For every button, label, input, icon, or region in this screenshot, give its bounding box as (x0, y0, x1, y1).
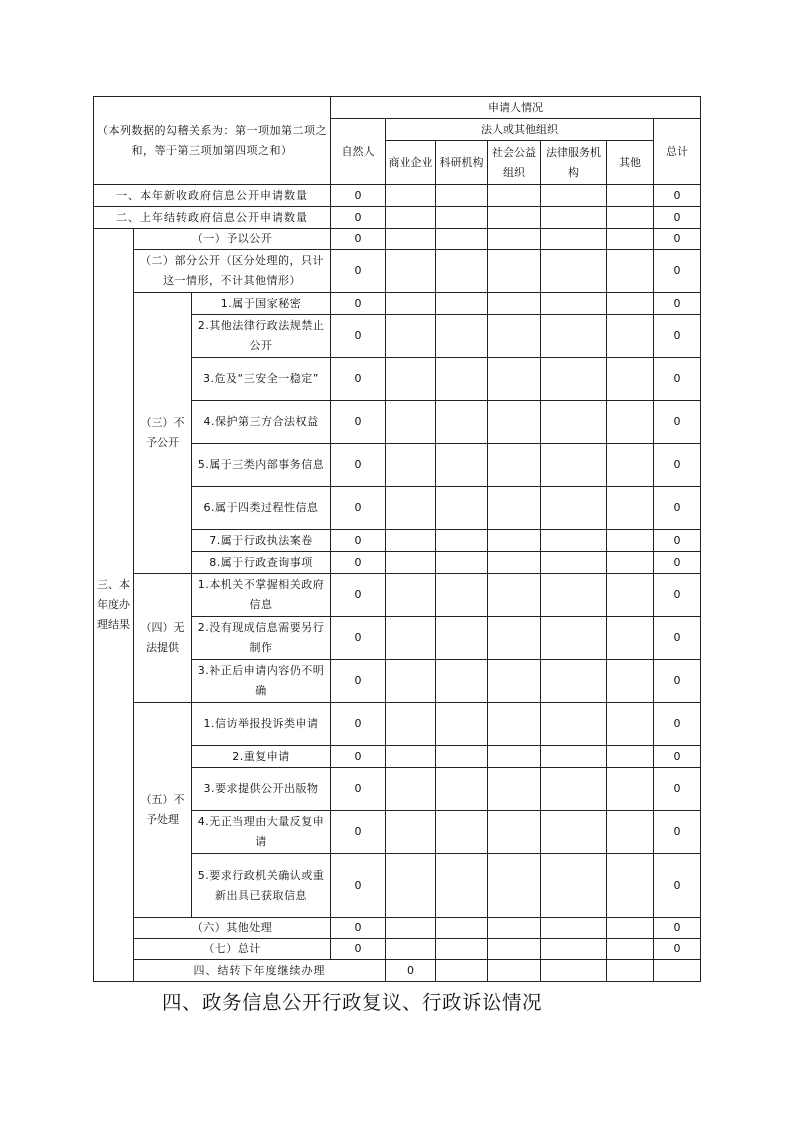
natural-value: 0 (331, 487, 386, 530)
total-value: 0 (654, 854, 701, 918)
total-value: 0 (654, 315, 701, 358)
table-row (94, 250, 701, 293)
row-label: 7.属于行政执法案卷 (192, 530, 331, 552)
natural-value: 0 (331, 358, 386, 401)
total-value: 0 (654, 918, 701, 939)
total-value: 0 (654, 401, 701, 444)
natural-value: 0 (331, 185, 386, 207)
natural-value: 0 (331, 552, 386, 574)
row-label: 一、本年新收政府信息公开申请数量 (94, 185, 331, 207)
table-row (94, 939, 701, 960)
total-value: 0 (654, 358, 701, 401)
row-label: 二、上年结转政府信息公开申请数量 (94, 207, 331, 229)
row-label: 1.本机关不掌握相关政府信息 (192, 574, 331, 617)
total-value: 0 (654, 207, 701, 229)
row-label: （一）予以公开 (134, 229, 331, 250)
row-label: 6.属于四类过程性信息 (192, 487, 331, 530)
natural-value: 0 (331, 530, 386, 552)
row-label: 8.属于行政查询事项 (192, 552, 331, 574)
row-label: 四、结转下年度继续办理 (134, 960, 386, 982)
research-header: 科研机构 (436, 141, 488, 185)
row-label: 2.其他法律行政法规禁止公开 (192, 315, 331, 358)
natural-value: 0 (331, 574, 386, 617)
section-heading: 四、政务信息公开行政复议、行政诉讼情况 (162, 991, 543, 1014)
row-label: 5.要求行政机关确认或重新出具已获取信息 (192, 854, 331, 918)
natural-person-header: 自然人 (331, 119, 386, 185)
total-value: 0 (654, 939, 701, 960)
row-label: 5.属于三类内部事务信息 (192, 444, 331, 487)
row-label: 1.属于国家秘密 (192, 293, 331, 315)
table-row (94, 185, 701, 207)
row-label: 1.信访举报投诉类申请 (192, 703, 331, 746)
row-label: 4.无正当理由大量反复申请 (192, 811, 331, 854)
total-value: 0 (654, 574, 701, 617)
row-label: 3.补正后申请内容仍不明确 (192, 660, 331, 703)
natural-value: 0 (331, 811, 386, 854)
total-value: 0 (654, 229, 701, 250)
natural-value: 0 (331, 939, 386, 960)
total-value: 0 (654, 768, 701, 811)
other-header: 其他 (607, 141, 654, 185)
natural-value: 0 (331, 207, 386, 229)
total-value: 0 (654, 746, 701, 768)
not-processed-category: （五）不予处理 (134, 703, 192, 918)
natural-value: 0 (331, 746, 386, 768)
row-label: （六）其他处理 (134, 918, 331, 939)
natural-value: 0 (331, 293, 386, 315)
header-row-1 (94, 97, 701, 119)
total-value: 0 (654, 185, 701, 207)
natural-value: 0 (331, 918, 386, 939)
unable-category: （四）无法提供 (134, 574, 192, 703)
natural-value: 0 (331, 250, 386, 293)
total-value: 0 (654, 617, 701, 660)
table-row (94, 574, 701, 617)
row-label: 3.要求提供公开出版物 (192, 768, 331, 811)
total-header: 总计 (654, 119, 701, 185)
total-value: 0 (654, 293, 701, 315)
natural-value: 0 (331, 315, 386, 358)
table-row (94, 293, 701, 315)
government-info-disclosure-table (93, 96, 701, 982)
applicant-info-header: 申请人情况 (331, 97, 701, 119)
commercial-header: 商业企业 (386, 141, 436, 185)
natural-value: 0 (331, 703, 386, 746)
natural-value: 0 (331, 229, 386, 250)
natural-value: 0 (386, 960, 436, 982)
row-label: 4.保护第三方合法权益 (192, 401, 331, 444)
total-value: 0 (654, 530, 701, 552)
result-group-label: 三、本年度办理结果 (94, 229, 134, 982)
legal-group-header: 法人或其他组织 (386, 119, 654, 141)
legal-service-header: 法律服务机构 (541, 141, 607, 185)
table-row (94, 918, 701, 939)
natural-value: 0 (331, 401, 386, 444)
relation-note: （本列数据的勾稽关系为：第一项加第二项之和，等于第三项加第四项之和） (94, 97, 331, 185)
natural-value: 0 (331, 768, 386, 811)
table-row (94, 207, 701, 229)
table-row (94, 960, 701, 982)
total-value: 0 (654, 552, 701, 574)
not-open-category: （三）不予公开 (134, 293, 192, 574)
table-row (94, 229, 701, 250)
social-header: 社会公益组织 (488, 141, 541, 185)
row-label: （二）部分公开（区分处理的，只计这一情形，不计其他情形） (134, 250, 331, 293)
natural-value: 0 (331, 854, 386, 918)
total-value: 0 (654, 811, 701, 854)
total-value: 0 (654, 250, 701, 293)
row-label: 3.危及“三安全一稳定” (192, 358, 331, 401)
table-row (94, 703, 701, 746)
natural-value: 0 (331, 617, 386, 660)
natural-value: 0 (331, 444, 386, 487)
row-label: 2.重复申请 (192, 746, 331, 768)
natural-value: 0 (331, 660, 386, 703)
total-value: 0 (654, 703, 701, 746)
total-value: 0 (654, 487, 701, 530)
row-label: （七）总计 (134, 939, 331, 960)
row-label: 2.没有现成信息需要另行制作 (192, 617, 331, 660)
total-value: 0 (654, 660, 701, 703)
total-value: 0 (654, 444, 701, 487)
